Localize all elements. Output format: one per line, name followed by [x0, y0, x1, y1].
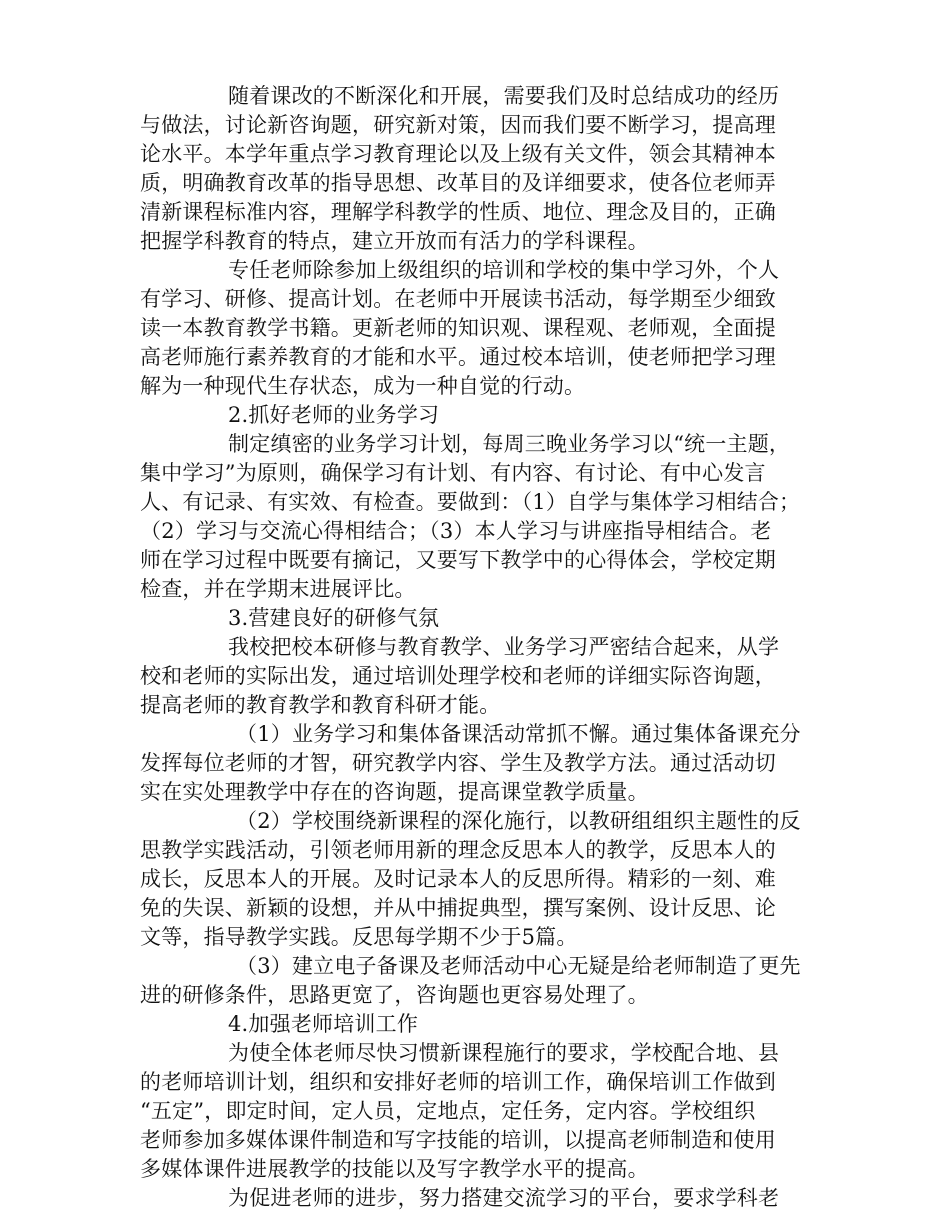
document-body [140, 82, 820, 1213]
text-line: 有学习、研修、提高计划。在老师中开展读书活动，每学期至少细致 [140, 287, 776, 311]
text-line: 提高老师的教育教学和教育科研才能。 [140, 693, 501, 717]
text-line: 进的研修条件，思路更宽了，咨询题也更容易处理了。 [140, 983, 649, 1007]
text-line: 思教学实践活动，引领老师用新的理念反思本人的教学，反思本人的 [140, 838, 776, 862]
text-line: 师在学习过程中既要有摘记，又要写下教学中的心得体会，学校定期 [140, 548, 776, 572]
text-line: 成长，反思本人的开展。及时记录本人的反思所得。精彩的一刻、难 [140, 867, 776, 891]
text-line: 的老师培训计划，组织和安排好老师的培训工作，确保培训工作做到 [140, 1070, 776, 1094]
text-line: 校和老师的实际出发，通过培训处理学校和老师的详细实际咨询题， [140, 664, 776, 688]
text-line: （3）建立电子备课及老师活动中心无疑是给老师制造了更先 [236, 954, 801, 978]
text-line: 随着课改的不断深化和开展，需要我们及时总结成功的经历 [228, 84, 780, 108]
text-line: 质，明确教育改革的指导思想、改革目的及详细要求，使各位老师弄 [140, 171, 776, 195]
text-line: 高老师施行素养教育的才能和水平。通过校本培训，使老师把学习理 [140, 345, 776, 369]
text-line: 4.加强老师培训工作 [228, 1012, 419, 1036]
text-line: （2）学校围绕新课程的深化施行，以教研组组织主题性的反 [236, 809, 801, 833]
text-line: 文等，指导教学实践。反思每学期不少于5篇。 [140, 925, 578, 949]
text-line: “五定”，即定时间，定人员，定地点，定任务，定内容。学校组织 [140, 1099, 756, 1123]
text-line: 免的失误、新颖的设想，并从中捕捉典型，撰写案例、设计反思、论 [140, 896, 776, 920]
text-line: 专任老师除参加上级组织的培训和学校的集中学习外，个人 [228, 258, 780, 282]
text-line: 为促进老师的进步，努力搭建交流学习的平台，要求学科老 [228, 1186, 780, 1210]
text-line: 我校把校本研修与教育教学、业务学习严密结合起来，从学 [228, 635, 780, 659]
text-line: （1）业务学习和集体备课活动常抓不懈。通过集体备课充分 [236, 722, 801, 746]
text-line: 把握学科教育的特点，建立开放而有活力的学科课程。 [140, 229, 649, 253]
text-line: 为使全体老师尽快习惯新课程施行的要求，学校配合地、县 [228, 1041, 780, 1065]
text-line: 多媒体课件进展教学的技能以及写字教学水平的提高。 [140, 1157, 649, 1181]
text-line: 解为一种现代生存状态，成为一种自觉的行动。 [140, 374, 586, 398]
text-line: 老师参加多媒体课件制造和写字技能的培训，以提高老师制造和使用 [140, 1128, 776, 1152]
text-line: 2.抓好老师的业务学习 [228, 403, 440, 427]
text-line: 3.营建良好的研修气氛 [228, 606, 440, 630]
text-line: 集中学习”为原则，确保学习有计划、有内容、有讨论、有中心发言 [140, 461, 766, 485]
text-line: 制定缜密的业务学习计划，每周三晚业务学习以“统一主题， [228, 432, 791, 456]
text-line: 清新课程标准内容，理解学科教学的性质、地位、理念及目的，正确 [140, 200, 776, 224]
text-line: 检查，并在学期末进展评比。 [140, 577, 416, 601]
text-line: （2）学习与交流心得相结合；（3）本人学习与讲座指导相结合。老 [140, 519, 772, 543]
text-line: 人、有记录、有实效、有检查。要做到：（1）自学与集体学习相结合； [140, 490, 801, 514]
text-line: 实在实处理教学中存在的咨询题，提高课堂教学质量。 [140, 780, 649, 804]
text-line: 发挥每位老师的才智，研究教学内容、学生及教学方法。通过活动切 [140, 751, 776, 775]
text-line: 与做法，讨论新咨询题，研究新对策，因而我们要不断学习，提高理 [140, 113, 776, 137]
text-line: 论水平。本学年重点学习教育理论以及上级有关文件，领会其精神本 [140, 142, 776, 166]
text-line: 读一本教育教学书籍。更新老师的知识观、课程观、老师观，全面提 [140, 316, 776, 340]
